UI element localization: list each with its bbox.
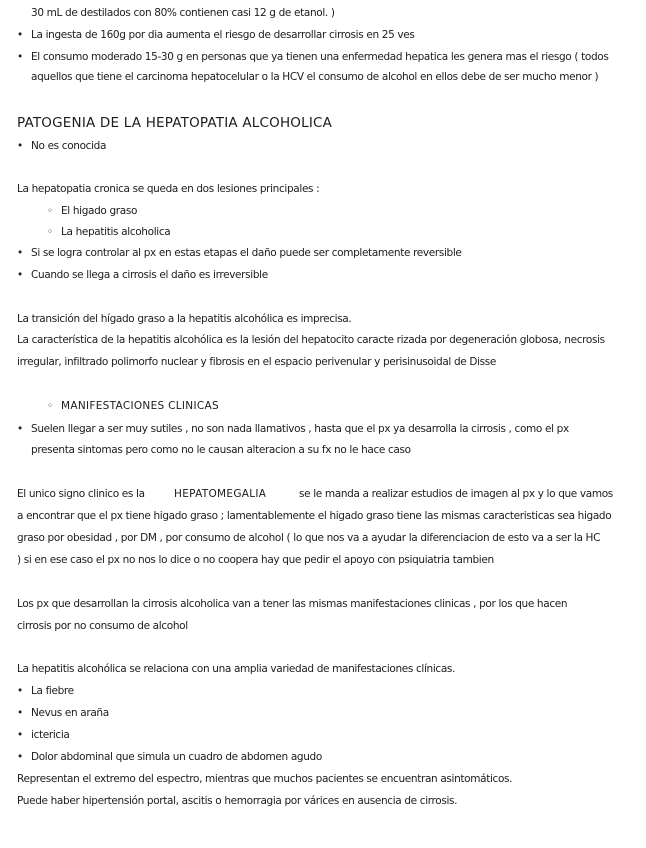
text-line: La ingesta de 160g por dia aumenta el riesgo de desarrollar cirrosis en 25 ves [31,29,415,41]
text-line: El unico signo clinico es la [17,488,145,500]
bullet-marker: • [17,51,24,63]
text-line: La fiebre [31,685,74,697]
bullet-marker: • [17,29,24,41]
text-line: irregular, infiltrado polimorfo nuclear y fibrosis en el espacio perivenular y perisinusoidal de Disse [17,356,497,368]
section-heading: PATOGENIA DE LA HEPATOPATIA ALCOHOLICA [17,115,333,131]
bullet-marker: • [17,423,24,435]
text-line: No es conocida [31,140,107,152]
subsection-heading: MANIFESTACIONES CLINICAS [61,400,219,412]
text-line: El higado graso [61,205,138,217]
text-line: El consumo moderado 15-30 g en personas que ya tienen una enfermedad hepatica les genera mas el riesgo ( todos [31,51,609,63]
bullet-marker: • [17,729,24,741]
text-line: La transición del hígado graso a la hepatitis alcohólica es imprecisa. [17,313,352,325]
bullet-marker: • [17,247,24,259]
bullet-marker: • [17,269,24,281]
sub-bullet-marker: ◦ [47,205,54,217]
text-line: presenta sintomas pero como no le causan alteracion a su fx no le hace caso [31,444,411,456]
bullet-marker: • [17,707,24,719]
sub-bullet-marker: ◦ [47,400,54,412]
text-line: La hepatopatia cronica se queda en dos lesiones principales : [17,183,320,195]
text-line: Dolor abdominal que simula un cuadro de abdomen agudo [31,751,322,763]
text-line: ) si en ese caso el px no nos lo dice o no coopera hay que pedir el apoyo con psiquiatria tambien [17,554,494,566]
text-line: Cuando se llega a cirrosis el daño es irreversible [31,269,268,281]
text-line: graso por obesidad , por DM , por consumo de alcohol ( lo que nos va a ayudar la diferenciacion de esto va a ser la HC [17,532,601,544]
bullet-marker: • [17,751,24,763]
text-line: se le manda a realizar estudios de imagen al px y lo que vamos [299,488,613,500]
bullet-marker: • [17,140,24,152]
text-line: 30 mL de destilados con 80% contienen casi 12 g de etanol. ) [31,7,335,19]
text-line: La hepatitis alcohólica se relaciona con una amplia variedad de manifestaciones clínicas. [17,663,456,675]
text-line: Representan el extremo del espectro, mientras que muchos pacientes se encuentran asintomáticos. [17,773,513,785]
text-line: Nevus en araña [31,707,109,719]
text-line: Suelen llegar a ser muy sutiles , no son nada llamativos , hasta que el px ya desarrolla la cirrosis , como el px [31,423,569,435]
text-line: Si se logra controlar al px en estas etapas el daño puede ser completamente reversible [31,247,462,259]
text-line: Puede haber hipertensión portal, ascitis o hemorragia por várices en ausencia de cirrosis. [17,795,458,807]
text-line: cirrosis por no consumo de alcohol [17,620,188,632]
text-line: aquellos que tiene el carcinoma hepatocelular o la HCV el consumo de alcohol en ellos debe de ser mucho menor ) [31,71,599,83]
text-line: ictericia [31,729,70,741]
highlighted-term: HEPATOMEGALIA [174,488,267,500]
bullet-marker: • [17,685,24,697]
text-line: a encontrar que el px tiene higado graso ; lamentablemente el higado graso tiene las mismas caracteristicas sea higado [17,510,612,522]
text-line: Los px que desarrollan la cirrosis alcoholica van a tener las mismas manifestaciones clinicas , por los que hacen [17,598,568,610]
sub-bullet-marker: ◦ [47,226,54,238]
text-line: La hepatitis alcoholica [61,226,171,238]
text-line: La característica de la hepatitis alcohólica es la lesión del hepatocito caracte rizada por degeneración globosa, necrosis [17,334,605,346]
